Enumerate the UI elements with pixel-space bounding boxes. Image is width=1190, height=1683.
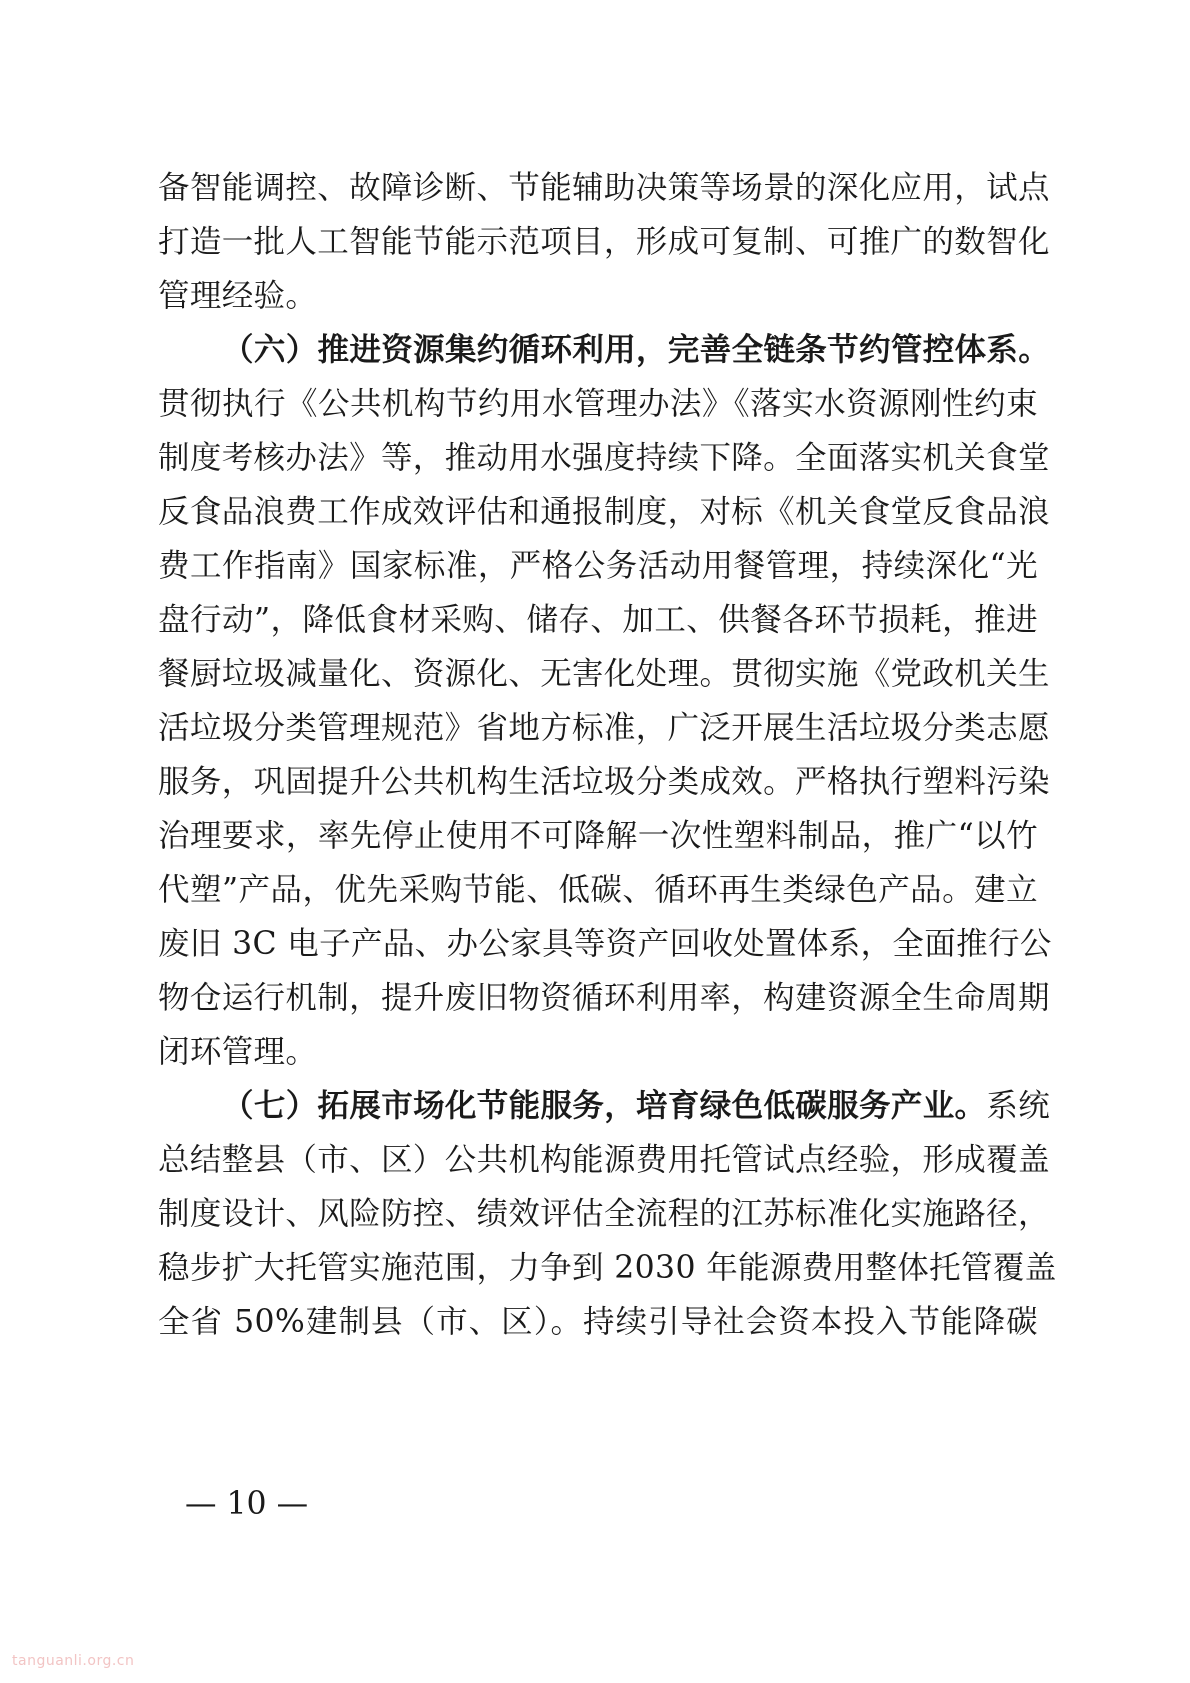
body-text: 系统 xyxy=(986,1088,1051,1124)
body-line: 总结整县（市、区）公共机构能源费用托管试点经验，形成覆盖 xyxy=(158,1142,1050,1178)
body-line: 制度考核办法》等，推动用水强度持续下降。全面落实机关食堂 xyxy=(158,440,1050,476)
body-line: 备智能调控、故障诊断、节能辅助决策等场景的深化应用，试点 xyxy=(158,170,1050,206)
page-number: — 10 — xyxy=(185,1486,309,1522)
body-line: 治理要求，率先停止使用不可降解一次性塑料制品，推广“以竹 xyxy=(158,818,1038,854)
body-line: 活垃圾分类管理规范》省地方标准，广泛开展生活垃圾分类志愿 xyxy=(158,710,1050,746)
body-line: 贯彻执行《公共机构节约用水管理办法》《落实水资源刚性约束 xyxy=(158,386,1038,422)
body-line: 制度设计、风险防控、绩效评估全流程的江苏标准化实施路径， xyxy=(158,1196,1050,1232)
body-line: 稳步扩大托管实施范围，力争到 2030 年能源费用整体托管覆盖 xyxy=(158,1250,1057,1286)
body-line: 费工作指南》国家标准，严格公务活动用餐管理，持续深化“光 xyxy=(158,548,1038,584)
section-7-first-line xyxy=(222,1086,1051,1126)
watermark: tanguanli.org.cn xyxy=(12,1653,135,1669)
body-line: 打造一批人工智能节能示范项目，形成可复制、可推广的数智化 xyxy=(158,224,1050,260)
body-line: 管理经验。 xyxy=(158,278,318,314)
body-line: 盘行动”，降低食材采购、储存、加工、供餐各环节损耗，推进 xyxy=(158,602,1038,638)
body-line: 废旧 3C 电子产品、办公家具等资产回收处置体系，全面推行公 xyxy=(158,926,1052,962)
section-heading-6: （六）推进资源集约循环利用，完善全链条节约管控体系。 xyxy=(222,332,1051,368)
body-line: 服务，巩固提升公共机构生活垃圾分类成效。严格执行塑料污染 xyxy=(158,764,1050,800)
section-heading-7: （七）拓展市场化节能服务，培育绿色低碳服务产业。 xyxy=(222,1088,987,1124)
body-line: 全省 50%建制县（市、区）。持续引导社会资本投入节能降碳 xyxy=(158,1304,1038,1340)
body-line: 反食品浪费工作成效评估和通报制度，对标《机关食堂反食品浪 xyxy=(158,494,1050,530)
body-line: 代塑”产品，优先采购节能、低碳、循环再生类绿色产品。建立 xyxy=(158,872,1038,908)
body-line: 物仓运行机制，提升废旧物资循环利用率，构建资源全生命周期 xyxy=(158,980,1050,1016)
body-line: 闭环管理。 xyxy=(158,1034,318,1070)
body-line: 餐厨垃圾减量化、资源化、无害化处理。贯彻实施《党政机关生 xyxy=(158,656,1050,692)
